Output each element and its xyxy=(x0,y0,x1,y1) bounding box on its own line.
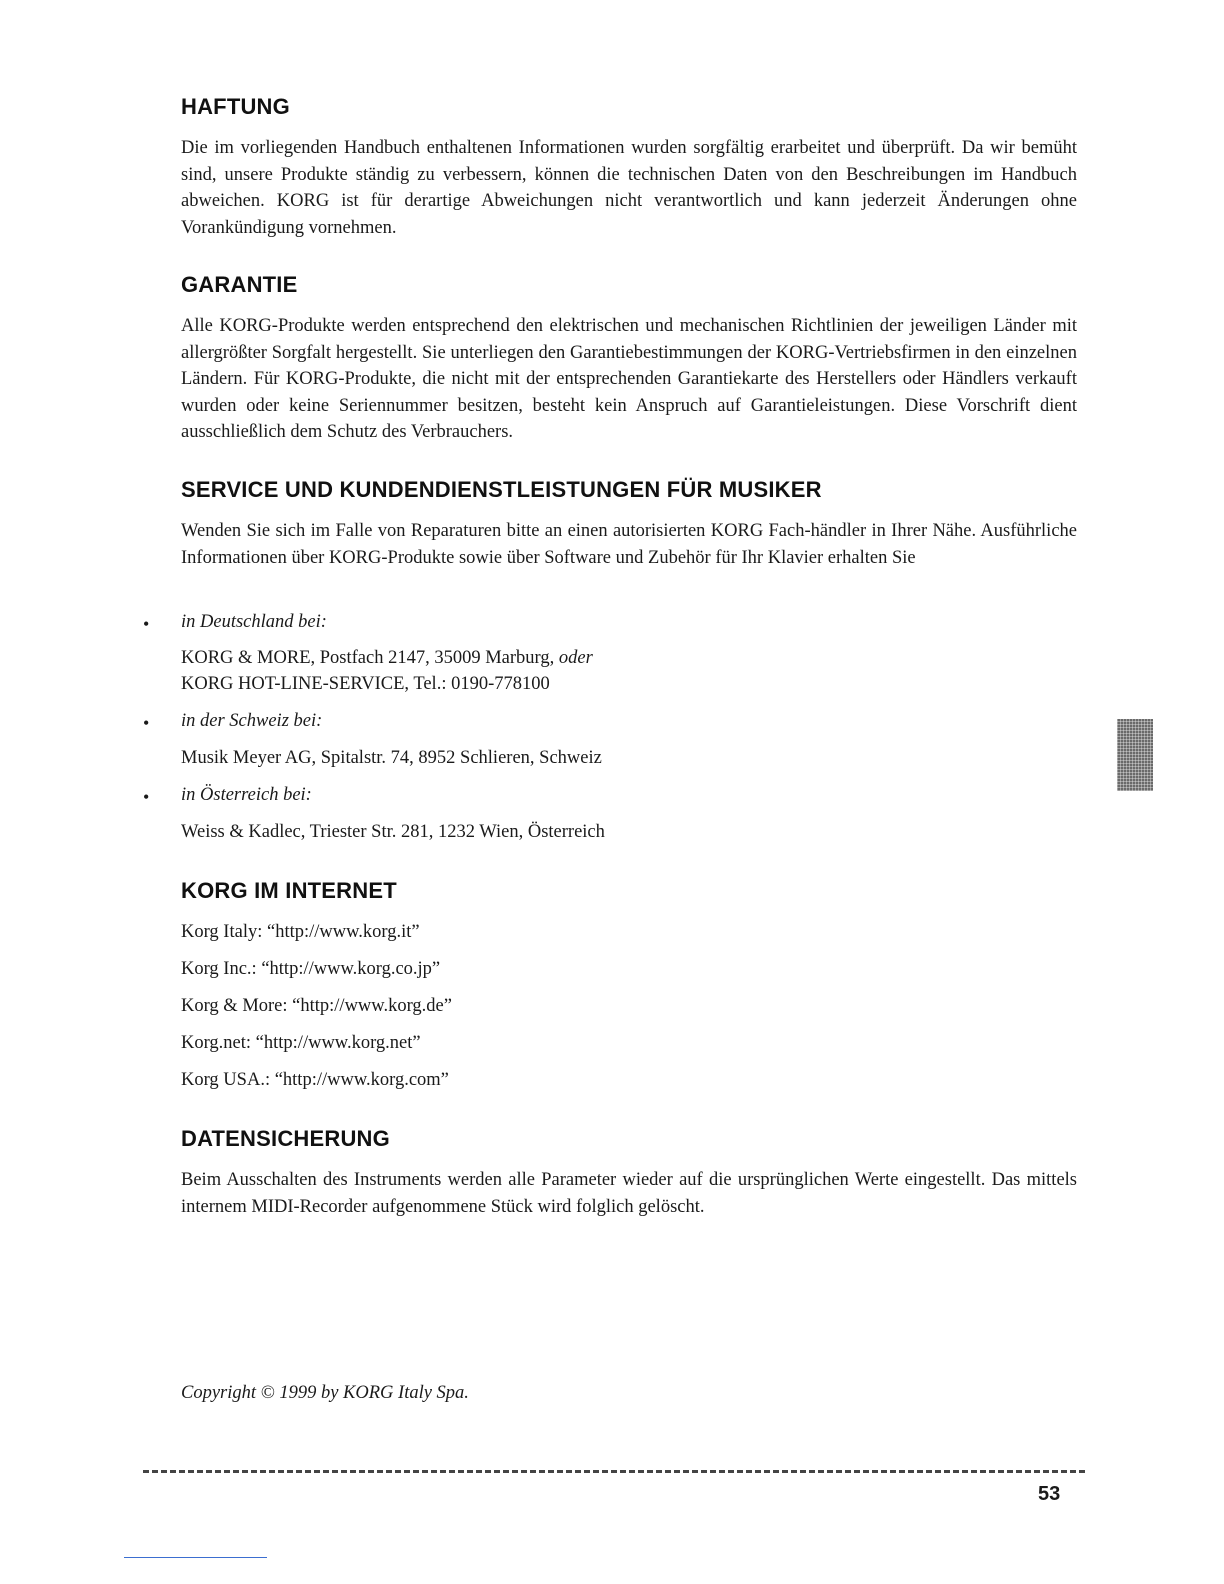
link-korg-italy[interactable]: Korg Italy: “http://www.korg.it” xyxy=(181,922,420,942)
paragraph-datensicherung: Beim Ausschalten des Instruments werden alle Parameter wieder auf die ursprünglichen Werte eingestellt. Das mittels internem MIDI-Recorder aufgenommene Stück wird folglich gelöscht. xyxy=(181,1170,1077,1217)
address-schweiz: Musik Meyer AG, Spitalstr. 74, 8952 Schlieren, Schweiz xyxy=(181,748,602,768)
address-deutschland-1-text: KORG & MORE, Postfach 2147, 35009 Marburg, xyxy=(181,648,555,668)
section-thumb-tab xyxy=(1117,719,1153,791)
copyright-notice: Copyright © 1999 by KORG Italy Spa. xyxy=(181,1383,469,1403)
link-korg-usa[interactable]: Korg USA.: “http://www.korg.com” xyxy=(181,1070,449,1090)
label-deutschland: in Deutschland bei: xyxy=(181,612,327,632)
bullet-deutschland: • xyxy=(143,614,150,634)
link-korg-inc[interactable]: Korg Inc.: “http://www.korg.co.jp” xyxy=(181,959,441,979)
bottom-scan-line xyxy=(124,1557,267,1558)
bullet-schweiz: • xyxy=(143,713,150,733)
paragraph-garantie: Alle KORG-Produkte werden entsprechend den elektrischen und mechanischen Richtlinien der jeweiligen Länder mit allergrößter Sorgfalt hergestellt. Sie unterliegen den Garantiebestimmungen der KORG-Vertriebsfirmen in den einzelnen Ländern. Für KORG-Produkte, die nicht mit der entsprechenden Garantiekarte des Herstellers oder Händlers verkauft wurden oder keine Seriennummer besitzen, besteht kein Anspruch auf Garantieleistungen. Diese Vorschrift dient ausschließlich dem Schutz des Verbrauchers. xyxy=(181,316,1077,442)
heading-service: SERVICE UND KUNDENDIENSTLEISTUNGEN FÜR MUSIKER xyxy=(181,477,822,502)
heading-internet: KORG IM INTERNET xyxy=(181,878,397,903)
address-deutschland-1 xyxy=(181,648,593,669)
bullet-oesterreich: • xyxy=(143,787,150,807)
paragraph-haftung: Die im vorliegenden Handbuch enthaltenen Informationen wurden sorgfältig erarbeitet und überprüft. Da wir bemüht sind, unsere Produkte ständig zu verbessern, können die technischen Daten von den Beschreibungen im Handbuch abweichen. KORG ist für derartige Abweichungen nicht verantwortlich und kann jederzeit Änderungen ohne Vorankündigung vornehmen. xyxy=(181,138,1077,238)
link-korg-more[interactable]: Korg & More: “http://www.korg.de” xyxy=(181,996,452,1016)
paragraph-service: Wenden Sie sich im Falle von Reparaturen bitte an einen autorisierten KORG Fach-händler in Ihrer Nähe. Ausführliche Informationen über KORG-Produkte sowie über Software und Zubehör für Ihr Klavier erhalten Sie xyxy=(181,521,1077,568)
heading-datensicherung: DATENSICHERUNG xyxy=(181,1126,390,1151)
footer-dotted-rule xyxy=(143,1470,1085,1473)
page-number: 53 xyxy=(1038,1483,1061,1505)
label-schweiz: in der Schweiz bei: xyxy=(181,711,323,731)
address-deutschland-1-oder: oder xyxy=(558,648,593,668)
heading-garantie: GARANTIE xyxy=(181,272,298,297)
heading-haftung: HAFTUNG xyxy=(181,94,290,119)
link-korg-net[interactable]: Korg.net: “http://www.korg.net” xyxy=(181,1033,421,1053)
address-oesterreich: Weiss & Kadlec, Triester Str. 281, 1232 Wien, Österreich xyxy=(181,822,605,842)
label-oesterreich: in Österreich bei: xyxy=(181,785,312,805)
address-deutschland-2: KORG HOT-LINE-SERVICE, Tel.: 0190-778100 xyxy=(181,674,550,694)
